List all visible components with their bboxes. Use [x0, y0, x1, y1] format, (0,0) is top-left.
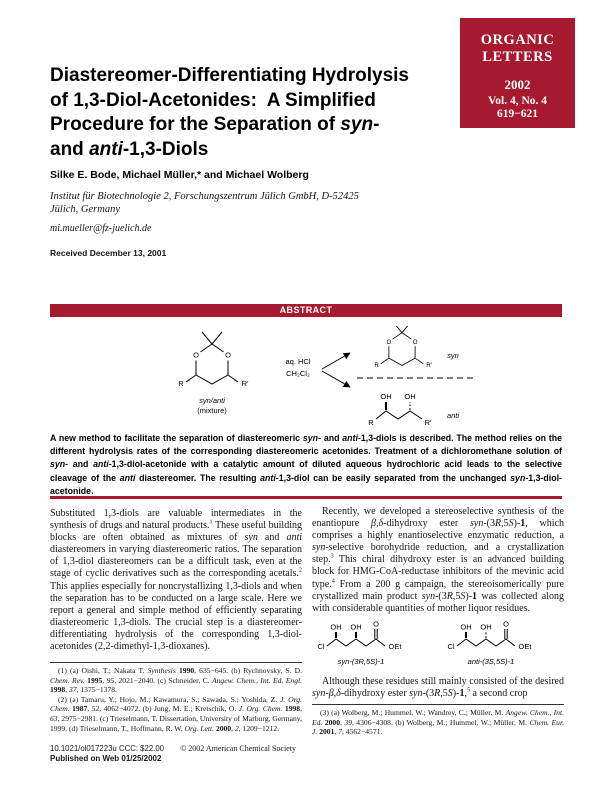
received-date: Received December 13, 2001 [50, 248, 167, 258]
carbonyl-oxygen-label: O [373, 619, 379, 629]
hydroxyl-label: OH [404, 392, 416, 401]
hydroxyl-label: OH [460, 622, 472, 632]
doi-ccc-code: 10.1021/ol017223u CCC: $22.00 [50, 744, 165, 753]
hydroxyl-label: OH [380, 392, 392, 401]
abstract-divider-rule [50, 496, 562, 499]
reagent-acid-label: aq. HCl [285, 357, 311, 366]
graphical-abstract-scheme [150, 326, 480, 435]
compound-structures-figure [312, 618, 564, 675]
oxygen-atom-label: O [193, 350, 199, 360]
anti-product-label: anti [446, 411, 460, 420]
abstract-heading-label: ABSTRACT [279, 305, 333, 315]
carbonyl-oxygen-label: O [503, 619, 509, 629]
footnotes-left [50, 662, 302, 733]
hydroxyl-label: OH [480, 622, 492, 632]
chlorine-atom-label: Cl [447, 642, 455, 651]
mixture-sublabel: (mixture) [197, 406, 227, 415]
copyright-notice: © 2002 American Chemical Society [180, 744, 297, 753]
ethoxy-group-label: OEt [388, 642, 402, 651]
compound-structures-svg [312, 618, 564, 670]
r-group-label: R [368, 418, 374, 427]
syn-dihydroxy-ester-structure [317, 620, 402, 667]
journal-name-line2: LETTERS [482, 49, 553, 65]
acetonide-mixture-structure [178, 332, 249, 415]
article-title-line-3: Procedure for the Separation of syn- [50, 114, 380, 135]
r-prime-group-label: R′ [241, 379, 249, 388]
article-title-line-2: of 1,3-Diol-Acetonides: A Simplified [50, 89, 376, 111]
footnote-3: (3) (a) Wolberg, M.; Hummel, W.; Wandrey, C.; Müller, M. Angew. Chem., Int. Ed. 2000, 39, 4306−4308. (b) Wolberg, M.; Hummel, W.; Müller, M. Chem. Eur. J. 2001, 7, 4562−4571. [312, 708, 564, 737]
article-title-line-1: Diastereomer-Differentiating Hydrolysis [50, 65, 409, 86]
syn-acetonide-product-structure [374, 326, 432, 369]
footnote-2: (2) (a) Tamaru, Y.; Hojo, M.; Kawamura, S.; Sawada, S.; Yoshida, Z. J. Org. Chem. 1987, 52, 4062−4072. (b) Jung, M. E.; Kretschik, O. J. Org. Chem. 1998, 63, 2975−2981. (c) Trieselmann, T. Dissertation, University of Marburg, Germany, 1999. (d) Trieselmann, T., Hoffmann, R. W. Org. Lett. 2000, 2, 1209−1212. [50, 694, 302, 733]
article-title-line-4: and anti-1,3-Diols [50, 138, 209, 160]
hydroxyl-label: OH [350, 622, 362, 632]
contact-email: mi.mueller@fz-juelich.de [50, 223, 152, 234]
journal-name-line1: ORGANIC [480, 32, 555, 48]
reagent-solvent-label: CH₂Cl₂ [286, 369, 310, 378]
article-footer [50, 744, 302, 763]
anti-dihydroxy-ester-structure [447, 620, 532, 667]
r-group-label: R [374, 362, 379, 370]
arrow-to-anti-product [322, 371, 350, 387]
r-prime-group-label: R′ [426, 362, 432, 370]
body-paragraph-synthesis: Recently, we developed a stereoselective synthesis of the enantiopure β,δ-dihydroxy ester syn-(3R,5S)-1, which comprises a highly enantioselective enzymatic reduction, a syn-selective borohydride reduction, and a crystallization step.$^3$ This chiral dihydroxy ester is an advanced building block for HMG-CoA-reductase inhibitors of the mevinic acid type.$^4$ From a 200 g campaign, the stereoisomerically pure crystallized main product syn-(3R,5S)-1 was collected along with considerable quantities of mother liquor residues. [312, 506, 564, 614]
syn-compound-label: syn-(3R,5S)-1 [337, 657, 385, 666]
r-prime-group-label: R′ [424, 418, 432, 427]
body-paragraph-residues: Although these residues still mainly consisted of the desired syn-β,δ-dihydroxy ester syn-(3R,5S)-1,$^5$ a second crop [312, 676, 564, 700]
ethoxy-group-label: OEt [518, 642, 532, 651]
abstract-text: A new method to facilitate the separation of diastereomeric syn- and anti-1,3-diols is described. The method relies on the different hydrolysis rates of the corresponding diastereomeric acetonides. Treatment of a dichloromethane solution of syn- and anti-1,3-diol-acetonide with a catalytic amount of diluted aqueous hydrochloric acid leads to the selective cleavage of the anti diastereomer. The resulting anti-1,3-diol can be easily separated from the unchanged syn-1,3-diol-acetonide. [50, 433, 562, 496]
mixture-stereo-label: syn/anti [199, 396, 225, 405]
journal-volume: Vol. 4, No. 4 [488, 95, 547, 107]
oxygen-atom-label: O [386, 338, 392, 346]
r-group-label: R [178, 379, 184, 388]
author-list: Silke E. Bode, Michael Müller,* and Michael Wolberg [50, 169, 309, 181]
reaction-scheme-svg [150, 326, 480, 430]
abstract-heading-bar [50, 304, 562, 317]
chlorine-atom-label: Cl [317, 642, 325, 651]
oxygen-atom-label: O [412, 338, 418, 346]
anti-compound-label: anti-(3S,5S)-1 [467, 657, 515, 666]
journal-identity-box [460, 18, 575, 128]
syn-product-label: syn [447, 351, 459, 360]
body-paragraph-intro: Substituted 1,3-diols are valuable intermediates in the synthesis of drugs and natural products.$^1$ These useful building blocks are often obtained as mixtures of syn and anti diastereomers in varying diastereomeric ratios. The separation of 1,3-diol diastereomers can be a difficult task, even at the stage of cyclic derivatives such as the corresponding acetals.$^2$ This applies especially for noncrystallizing 1,3-diols and when the separation has to be conducted on a large scale. Here we report a general and simple method of efficiently separating diastereomeric 1,3-diols. The crucial step is a diastereomer-differentiating hydrolysis of the corresponding 1,3-diol-acetonides (2,2-dimethyl-1,3-dioxanes). [50, 508, 302, 653]
anti-diol-product-structure [368, 392, 432, 427]
arrow-to-syn-product [322, 353, 350, 369]
journal-pages: 619−621 [496, 108, 539, 120]
footnotes-right [312, 704, 564, 737]
oxygen-atom-label: O [225, 350, 231, 360]
affiliation: Institut für Biotechnologie 2, Forschungszentrum Jülich GmbH, D-52425 Jülich, Germany [50, 191, 359, 215]
hydroxyl-label: OH [330, 622, 342, 632]
published-date: Published on Web 01/25/2002 [50, 754, 162, 763]
article-title [50, 64, 460, 162]
journal-year: 2002 [504, 77, 531, 92]
footnote-1: (1) (a) Oishi, T.; Nakata T. Synthesis 1990, 635−645. (b) Rychnovsky, S. D. Chem. Rev. 1995, 95, 2021−2040. (c) Schneider, C. Angew. Chem., Int. Ed. Engl. 1998, 37, 1375−1378. [50, 666, 303, 695]
